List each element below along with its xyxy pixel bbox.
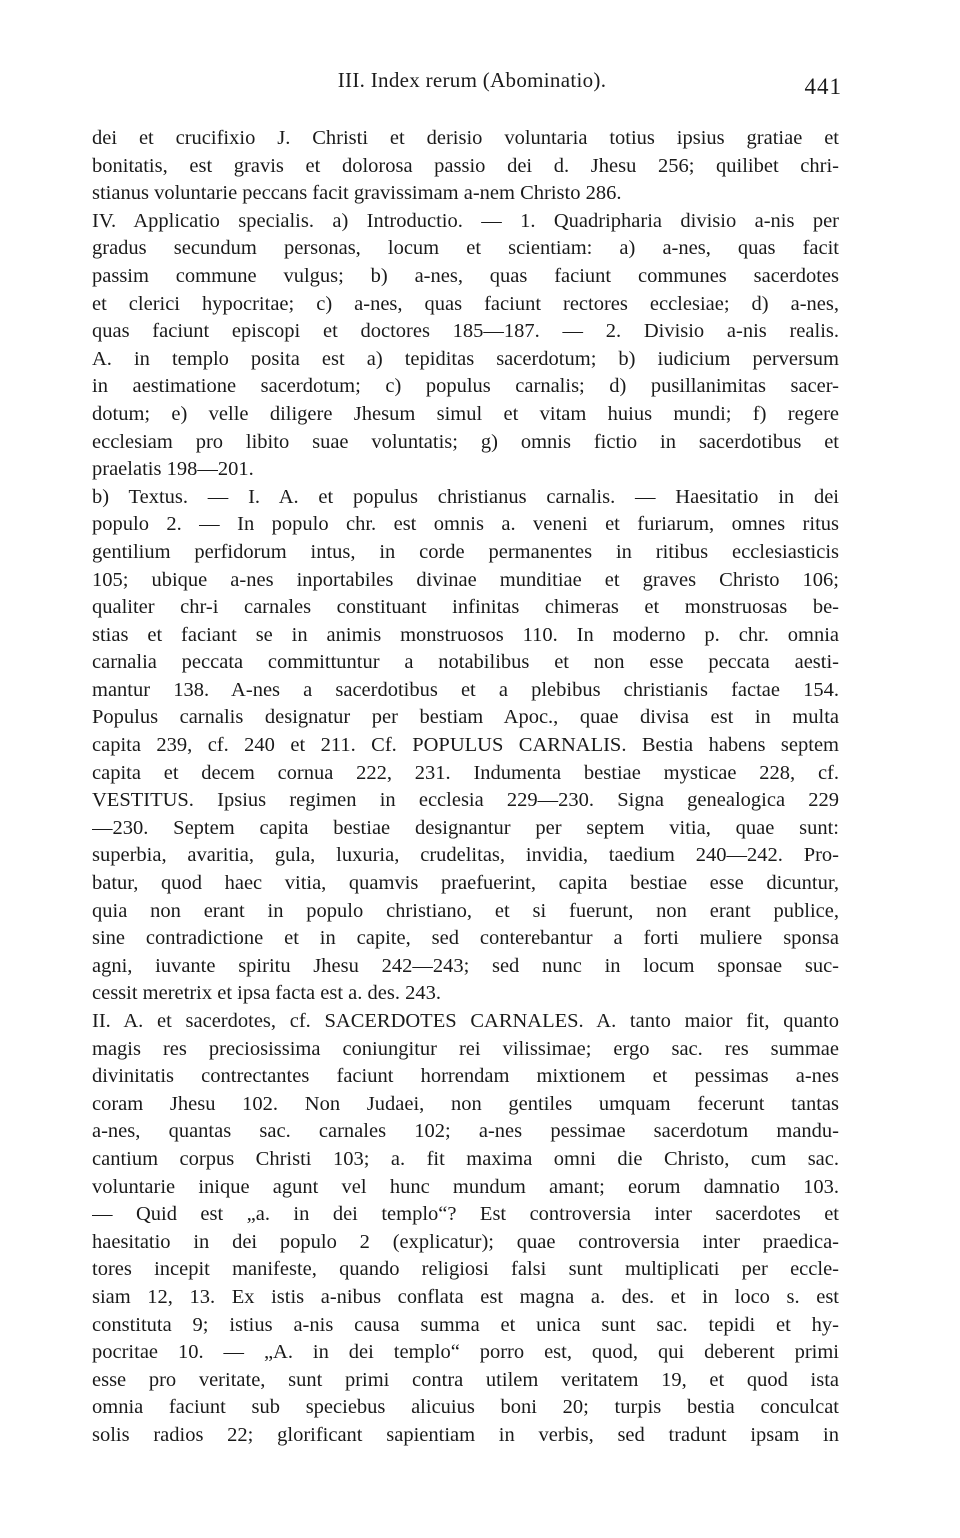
text-line: gradus secundum personas, locum et scientiam: a) a-nes, quas facit xyxy=(92,237,839,260)
text-line: VESTITUS. Ipsius regimen in ecclesia 229—230. Signa genealogica 229 xyxy=(92,789,839,812)
page-header xyxy=(92,66,852,106)
text-line: dotum; e) velle diligere Jhesum simul et vitam huius mundi; f) regere xyxy=(92,402,839,425)
text-line: praelatis 198—201. xyxy=(92,458,254,481)
running-title: III. Index rerum (Abominatio). xyxy=(337,68,607,92)
text-line: quas faciunt episcopi et doctores 185—187. — 2. Divisio a-nis realis. xyxy=(92,320,839,343)
text-line: omnia faciunt sub speciebus alicuius boni 20; turpis bestia conculcat xyxy=(92,1396,839,1419)
text-line: IV. Applicatio specialis. a) Introductio. — 1. Quadripharia divisio a-nis per xyxy=(92,209,839,232)
text-line: dei et crucifixio J. Christi et derisio voluntaria totius ipsius gratiae et xyxy=(92,127,839,149)
text-line: carnalia peccata committuntur a notabilibus et non esse peccata aesti- xyxy=(92,651,839,674)
text-line: cessit meretrix et ipsa facta est a. des. 243. xyxy=(92,982,441,1005)
text-line: stianus voluntarie peccans facit gravissimam a-nem Christo 286. xyxy=(92,182,622,205)
text-line: A. in templo posita est a) tepiditas sacerdotum; b) iudicium perversum xyxy=(92,347,839,370)
text-line: populo 2. — In populo chr. est omnis a. veneni et furiarum, omnes ritus xyxy=(92,513,839,536)
text-line: haesitatio in dei populo 2 (explicatur); quae controversia inter praedica- xyxy=(92,1230,839,1253)
text-line: cantium corpus Christi 103; a. fit maxima omni die Christo, cum sac. xyxy=(92,1147,839,1170)
text-line: tores incepit manifeste, quando religiosi falsi sunt multiplicati per eccle- xyxy=(92,1258,839,1281)
text-line: superbia, avaritia, gula, luxuria, crudelitas, invidia, taedium 240—242. Pro- xyxy=(92,844,839,867)
text-line: constituta 9; istius a-nis causa summa et unica sunt sac. tepidi et hy- xyxy=(92,1313,839,1336)
text-line: b) Textus. — I. A. et populus christianus carnalis. — Haesitatio in dei xyxy=(92,485,839,508)
index-text-body xyxy=(92,125,839,1450)
text-line: siam 12, 13. Ex istis a-nibus conflata est magna a. des. et in loco s. est xyxy=(92,1285,839,1308)
text-line: solis radios 22; glorificant sapientiam in verbis, sed tradunt ipsam in xyxy=(92,1423,839,1446)
text-line: passim commune vulgus; b) a-nes, quas faciunt communes sacerdotes xyxy=(92,264,839,287)
text-line: —230. Septem capita bestiae designantur per septem vitia, quae sunt: xyxy=(92,816,839,839)
text-line: qualiter chr-i carnales constituant infinitas chimeras et monstruosas be- xyxy=(92,596,839,619)
text-line: agni, iuvante spiritu Jhesu 242—243; sed nunc in locum sponsae suc- xyxy=(92,954,839,977)
text-line: ecclesiam pro libito suae voluntatis; g) omnis fictio in sacerdotibus et xyxy=(92,430,839,453)
text-line: bonitatis, est gravis et dolorosa passio dei d. Jhesu 256; quilibet chri- xyxy=(92,154,839,177)
text-line: gentilium perfidorum intus, in corde permanentes in ritibus ecclesiasticis xyxy=(92,540,839,563)
text-line: 105; ubique a-nes inportabiles divinae munditiae et graves Christo 106; xyxy=(92,568,839,591)
text-line: capita et decem cornua 222, 231. Indumenta bestiae mysticae 228, cf. xyxy=(92,761,839,784)
text-line: stias et faciant se in animis monstruosos 110. In moderno p. chr. omnia xyxy=(92,623,839,646)
text-line: voluntarie inique agunt vel hunc mundum amant; eorum damnatio 103. xyxy=(92,1175,839,1198)
text-line: mantur 138. A-nes a sacerdotibus et a plebibus christianis factae 154. xyxy=(92,678,839,701)
text-line: sine contradictione et in capite, sed conterebantur a forti muliere sponsa xyxy=(92,927,839,950)
text-line: pocritae 10. — „A. in dei templo“ porro est, quod, qui deberent primi xyxy=(92,1341,839,1364)
text-line: coram Jhesu 102. Non Judaei, non gentiles umquam fecerunt tantas xyxy=(92,1092,839,1115)
text-line: quia non erant in populo christiano, et si fuerunt, non erant publice, xyxy=(92,899,839,922)
text-line: in aestimatione sacerdotum; c) populus carnalis; d) pusillanimitas sacer- xyxy=(92,375,839,398)
text-line: a-nes, quantas sac. carnales 102; a-nes pessimae sacerdotum mandu- xyxy=(92,1120,839,1143)
text-line: capita 239, cf. 240 et 211. Cf. POPULUS CARNALIS. Bestia habens septem xyxy=(92,734,839,757)
text-line: magis res preciosissima coniungitur rei vilissimae; ergo sac. res summae xyxy=(92,1037,839,1060)
text-line: esse pro veritate, sunt primi contra utilem veritatem 19, et quod ista xyxy=(92,1368,839,1391)
text-line: et clerici hypocritae; c) a-nes, quas faciunt rectores ecclesiae; d) a-nes, xyxy=(92,292,839,315)
text-line: batur, quod haec vitia, quamvis praefuerint, capita bestiae esse dicuntur, xyxy=(92,872,839,895)
text-line: divinitatis contrectantes faciunt horrendam mixtionem et pessimas a-nes xyxy=(92,1065,839,1088)
text-line: Populus carnalis designatur per bestiam Apoc., quae divisa est in multa xyxy=(92,706,839,729)
page-number: 441 xyxy=(804,74,842,99)
text-line: — Quid est „a. in dei templo“? Est controversia inter sacerdotes et xyxy=(92,1203,839,1226)
text-line: II. A. et sacerdotes, cf. SACERDOTES CARNALES. A. tanto maior fit, quanto xyxy=(92,1010,839,1032)
